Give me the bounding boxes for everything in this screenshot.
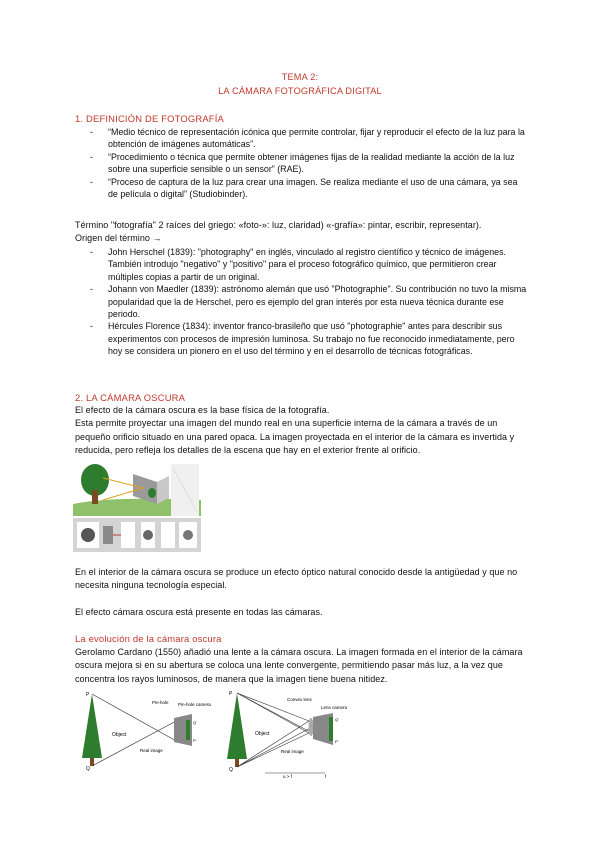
camera-obscura-illustration	[73, 460, 201, 552]
pinhole-diagram	[78, 690, 211, 772]
definition-text: “Procedimiento o técnica que permite obtener imágenes fijas de la realidad mediante la acción de la luz sobre una superficie sensible o un sensor” (RAE).	[108, 151, 515, 175]
term-line: Término "fotografía" 2 raíces del griego: «foto-»: luz, claridad) «-grafía»: pintar, escribir, representar).	[75, 220, 482, 230]
section1-heading: 1. DEFINICIÓN DE FOTOGRAFÍA	[75, 113, 224, 124]
intro-rest: Esta permite proyectar una imagen del mundo real en una superficie interna de la cámara a través de un pequeño orificio situado en una pared opaca. La imagen proyectada en el interior de la cámara es invertida y reducida, pero refleja los detalles de la escena que hay en el exterior frente al orificio.	[75, 418, 515, 455]
label-camera: Pin-hole camera	[178, 702, 211, 707]
cardano-paragraph: Gerolamo Cardano (1550) añadió una lente a la cámara oscura. La imagen formada en el interior de la cámara oscura mejora si en su abertura se coloca una lente convergente, permitiendo pasar más luz, a la vez que concentra los rayos luminosos, de manera que la imagen tiene buena nitidez.	[75, 647, 523, 684]
label-q2: Q'	[335, 717, 339, 722]
evolution-subheading: La evolución de la cámara oscura	[75, 633, 222, 644]
label-convex: Convex lens	[287, 697, 312, 702]
label-p: P	[86, 692, 90, 698]
origin-item: - Johann von Maedler (1839): astrónomo alemán que usó "Photographie". Su contribución no tuvo la misma popularidad que la de Herschel, pero es ejemplo del gran interés por esta nueva técnica durante ese periodo.	[90, 284, 527, 320]
origin-item: - Hércules Florence (1834): inventor franco-brasileño que usó "photographie" antes para describir sus experimentos con procesos de impresión luminosa. Su trabajo no fue reconocido inmediatamente, pero hoy se considera un pionero en el uso del término y en el desarrollo de técnicas fotográficas.	[90, 321, 515, 357]
label-dist-u: u > f	[283, 774, 292, 779]
label-object: Object	[255, 731, 270, 737]
definition-list	[75, 126, 527, 200]
section2-heading: 2. LA CÁMARA OSCURA	[75, 392, 186, 403]
lens-camera-diagram-svg	[225, 687, 355, 779]
label-dist-f: f	[325, 774, 327, 779]
label-p2: P'	[193, 738, 197, 743]
label-q2: Q'	[193, 720, 197, 725]
lens-camera-diagram	[225, 687, 355, 779]
label-p2: P'	[335, 739, 339, 744]
document-title-line2: LA CÁMARA FOTOGRÁFICA DIGITAL	[218, 86, 382, 96]
camera-obscura-figure	[73, 460, 201, 552]
label-camera: Lens camera	[321, 705, 348, 710]
definition-item: - “Proceso de captura de la luz para crear una imagen. Se realiza mediante el uso de una cámara, ya sea de película o digital” (Studiobinder).	[90, 176, 518, 200]
label-real-image: Real image	[281, 749, 304, 754]
label-p: P	[229, 691, 233, 697]
label-pinhole: Pin-hole	[152, 700, 169, 705]
pinhole-diagram-svg	[78, 690, 211, 772]
origin-text: John Herschel (1839): "photography" en inglés, vinculado al registro científico y técnico de imágenes. También introdujo "negativo" y "positivo" para el proceso fotográfico químico, que permitieron crear múltiples copias a partir de un original.	[108, 247, 507, 282]
definition-text: “Proceso de captura de la luz para crear una imagen. Se realiza mediante el uso de una cámara, ya sea de película o digital” (Studiobinder).	[108, 176, 518, 200]
origin-line: Origen del término →	[75, 233, 162, 244]
origin-text: Hércules Florence (1834): inventor franco-brasileño que usó "photographie" antes para describir sus experimentos con procesos de impresión luminosa. Su trabajo no fue reconocido inmediatamente, pero hoy se considera un pionero en el uso del término y en el desarrollo de técnicas fotográficas.	[108, 321, 515, 357]
term-origin-paragraph	[75, 219, 535, 246]
label-q: Q	[229, 767, 233, 773]
origin-list	[75, 246, 527, 358]
definition-item: - “Procedimiento o técnica que permite obtener imágenes fijas de la realidad mediante la acción de la luz sobre una superficie sensible o un sensor” (RAE).	[90, 151, 515, 175]
definition-text: “Medio técnico de representación icónica que permite controlar, fijar y reproducir el efecto de la luz para la obtención de imágenes automáticas”.	[108, 127, 525, 150]
natural-effect-paragraph: En el interior de la cámara oscura se produce un efecto óptico natural conocido desde la antigüedad y que no necesita ninguna tecnología especial.	[75, 567, 518, 591]
label-q: Q	[86, 766, 90, 772]
label-object: Object	[112, 732, 127, 738]
all-cameras-paragraph: El efecto cámara oscura está presente en todas las cámaras.	[75, 607, 323, 617]
camera-obscura-intro	[75, 404, 527, 457]
label-real-image: Real image	[140, 748, 163, 753]
intro-line: El efecto de la cámara oscura es la base física de la fotografía.	[75, 405, 330, 415]
document-title-line1: TEMA 2:	[281, 72, 319, 82]
origin-item: - John Herschel (1839): "photography" en inglés, vinculado al registro científico y técnico de imágenes. También introdujo "negativo" y "positivo" para el proceso fotográfico químico, que permitieron crear múltiples copias a partir de un original.	[90, 247, 507, 282]
origin-text: Johann von Maedler (1839): astrónomo alemán que usó "Photographie". Su contribución no tuvo la misma popularidad que la de Herschel, pero es ejemplo del gran interés por esta nueva técnica durante ese periodo.	[108, 284, 527, 320]
definition-item: - “Medio técnico de representación icónica que permite controlar, fijar y reproducir el efecto de la luz para la obtención de imágenes automáticas”.	[90, 127, 525, 150]
